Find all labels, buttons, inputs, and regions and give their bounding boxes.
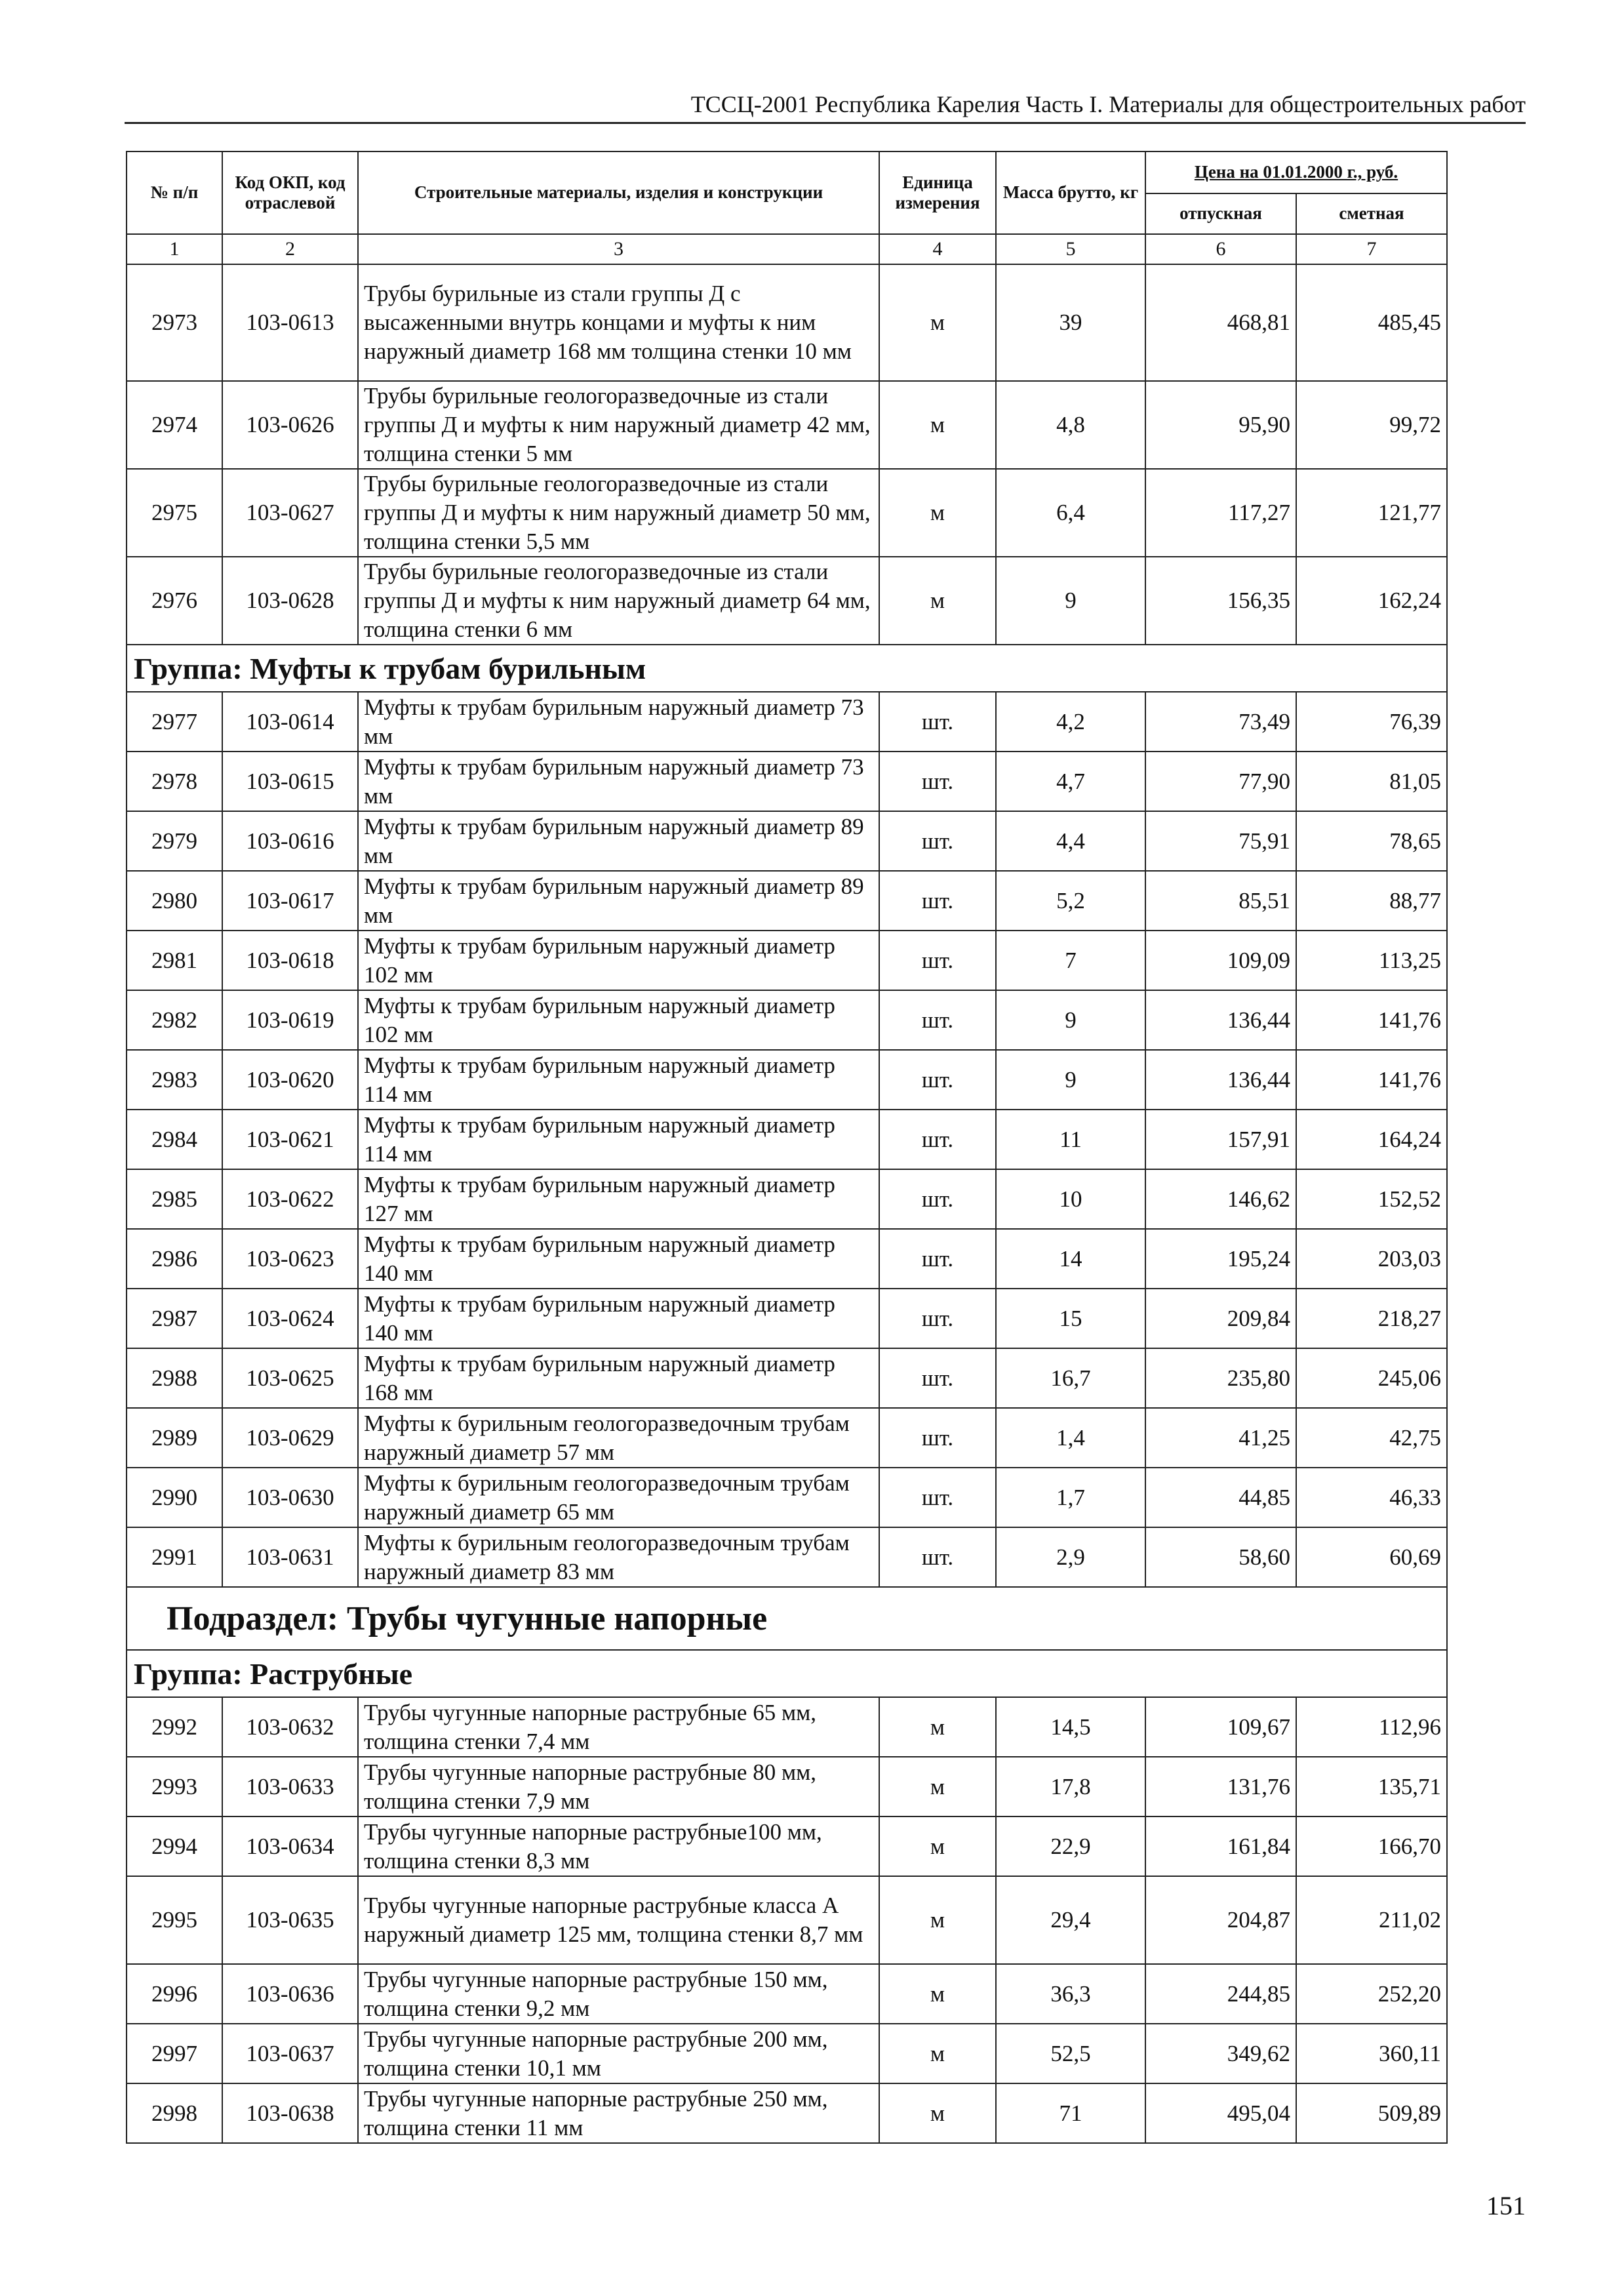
cell-code: 103-0628	[222, 557, 358, 645]
table-row	[127, 990, 1447, 1050]
cell-number: 2998	[127, 2083, 222, 2143]
cell-mass: 7	[996, 931, 1145, 990]
cell-code: 103-0618	[222, 931, 358, 990]
cell-price-release: 146,62	[1145, 1169, 1296, 1229]
cell-price-estimate: 112,96	[1296, 1697, 1447, 1757]
cell-mass: 9	[996, 1050, 1145, 1110]
cell-price-release: 117,27	[1145, 469, 1296, 557]
cell-price-estimate: 113,25	[1296, 931, 1447, 990]
cell-mass: 14	[996, 1229, 1145, 1289]
cell-unit: м	[879, 1876, 996, 1964]
subsection-heading: Подраздел: Трубы чугунные напорные	[127, 1587, 1447, 1650]
cell-mass: 16,7	[996, 1348, 1145, 1408]
cell-mass: 14,5	[996, 1697, 1145, 1757]
cell-number: 2982	[127, 990, 222, 1050]
cell-price-estimate: 42,75	[1296, 1408, 1447, 1468]
cell-mass: 9	[996, 990, 1145, 1050]
group-heading: Группа: Муфты к трубам бурильным	[127, 645, 1447, 692]
cell-number: 2976	[127, 557, 222, 645]
cell-description: Муфты к бурильным геологоразведочным трубам наружный диаметр 57 мм	[358, 1408, 879, 1468]
table-row	[127, 1229, 1447, 1289]
cell-number: 2986	[127, 1229, 222, 1289]
cell-mass: 4,8	[996, 381, 1145, 469]
cell-number: 2988	[127, 1348, 222, 1408]
cell-description: Муфты к трубам бурильным наружный диаметр 114 мм	[358, 1110, 879, 1169]
cell-description: Муфты к трубам бурильным наружный диаметр 89 мм	[358, 811, 879, 871]
col-header-mass: Масса брутто, кг	[996, 151, 1145, 234]
col-header-unit: Единица измерения	[879, 151, 996, 234]
cell-unit: шт.	[879, 1408, 996, 1468]
cell-description: Муфты к трубам бурильным наружный диаметр 127 мм	[358, 1169, 879, 1229]
cell-mass: 71	[996, 2083, 1145, 2143]
cell-price-release: 235,80	[1145, 1348, 1296, 1408]
cell-price-release: 44,85	[1145, 1468, 1296, 1527]
cell-price-release: 349,62	[1145, 2024, 1296, 2083]
cell-description: Муфты к бурильным геологоразведочным трубам наружный диаметр 83 мм	[358, 1527, 879, 1587]
cell-code: 103-0634	[222, 1816, 358, 1876]
cell-description: Муфты к трубам бурильным наружный диаметр 89 мм	[358, 871, 879, 931]
cell-price-estimate: 164,24	[1296, 1110, 1447, 1169]
cell-description: Трубы бурильные геологоразведочные из стали группы Д и муфты к ним наружный диаметр 50 мм, толщина стенки 5,5 мм	[358, 469, 879, 557]
cell-code: 103-0630	[222, 1468, 358, 1527]
cell-mass: 9	[996, 557, 1145, 645]
table-row	[127, 931, 1447, 990]
cell-description: Муфты к трубам бурильным наружный диаметр 73 мм	[358, 692, 879, 752]
cell-mass: 4,7	[996, 752, 1145, 811]
table-row	[127, 1816, 1447, 1876]
cell-code: 103-0637	[222, 2024, 358, 2083]
cell-mass: 11	[996, 1110, 1145, 1169]
table-row	[127, 1757, 1447, 1816]
cell-mass: 39	[996, 264, 1145, 381]
cell-number: 2974	[127, 381, 222, 469]
table-row	[127, 264, 1447, 381]
table-row	[127, 1408, 1447, 1468]
cell-price-estimate: 218,27	[1296, 1289, 1447, 1348]
cell-code: 103-0638	[222, 2083, 358, 2143]
cell-number: 2978	[127, 752, 222, 811]
cell-description: Трубы чугунные напорные раструбные100 мм, толщина стенки 8,3 мм	[358, 1816, 879, 1876]
cell-description: Трубы чугунные напорные раструбные 200 мм, толщина стенки 10,1 мм	[358, 2024, 879, 2083]
cell-number: 2995	[127, 1876, 222, 1964]
cell-code: 103-0616	[222, 811, 358, 871]
cell-number: 2985	[127, 1169, 222, 1229]
cell-unit: шт.	[879, 1050, 996, 1110]
cell-code: 103-0627	[222, 469, 358, 557]
cell-number: 2991	[127, 1527, 222, 1587]
table-row	[127, 1964, 1447, 2024]
cell-code: 103-0632	[222, 1697, 358, 1757]
cell-price-release: 161,84	[1145, 1816, 1296, 1876]
cell-price-estimate: 99,72	[1296, 381, 1447, 469]
cell-unit: шт.	[879, 1348, 996, 1408]
cell-mass: 1,4	[996, 1408, 1145, 1468]
table-row	[127, 1169, 1447, 1229]
cell-description: Муфты к трубам бурильным наружный диаметр 168 мм	[358, 1348, 879, 1408]
cell-mass: 6,4	[996, 469, 1145, 557]
cell-unit: м	[879, 2024, 996, 2083]
cell-price-release: 58,60	[1145, 1527, 1296, 1587]
cell-number: 2993	[127, 1757, 222, 1816]
col-number: 2	[222, 234, 358, 264]
table-row	[127, 1050, 1447, 1110]
cell-price-estimate: 252,20	[1296, 1964, 1447, 2024]
cell-unit: м	[879, 1697, 996, 1757]
cell-number: 2996	[127, 1964, 222, 2024]
cell-code: 103-0636	[222, 1964, 358, 2024]
cell-number: 2987	[127, 1289, 222, 1348]
table-row	[127, 1468, 1447, 1527]
table-row	[127, 381, 1447, 469]
subsection-heading-row	[127, 1587, 1447, 1650]
col-number: 6	[1145, 234, 1296, 264]
cell-price-estimate: 360,11	[1296, 2024, 1447, 2083]
cell-description: Муфты к бурильным геологоразведочным трубам наружный диаметр 65 мм	[358, 1468, 879, 1527]
cell-mass: 1,7	[996, 1468, 1145, 1527]
col-number: 1	[127, 234, 222, 264]
cell-code: 103-0617	[222, 871, 358, 931]
cell-price-estimate: 81,05	[1296, 752, 1447, 811]
cell-unit: м	[879, 557, 996, 645]
cell-code: 103-0620	[222, 1050, 358, 1110]
cell-unit: шт.	[879, 1169, 996, 1229]
cell-code: 103-0615	[222, 752, 358, 811]
cell-mass: 5,2	[996, 871, 1145, 931]
cell-number: 2989	[127, 1408, 222, 1468]
cell-unit: м	[879, 2083, 996, 2143]
col-number: 4	[879, 234, 996, 264]
cell-mass: 52,5	[996, 2024, 1145, 2083]
cell-code: 103-0622	[222, 1169, 358, 1229]
cell-description: Трубы бурильные из стали группы Д с высаженными внутрь концами и муфты к ним наружный диаметр 168 мм толщина стенки 10 мм	[358, 264, 879, 381]
cell-price-release: 195,24	[1145, 1229, 1296, 1289]
cell-price-release: 244,85	[1145, 1964, 1296, 2024]
cell-number: 2980	[127, 871, 222, 931]
cell-number: 2994	[127, 1816, 222, 1876]
cell-code: 103-0613	[222, 264, 358, 381]
cell-code: 103-0619	[222, 990, 358, 1050]
cell-unit: шт.	[879, 1229, 996, 1289]
cell-number: 2981	[127, 931, 222, 990]
cell-code: 103-0623	[222, 1229, 358, 1289]
cell-price-estimate: 60,69	[1296, 1527, 1447, 1587]
table-row	[127, 469, 1447, 557]
cell-number: 2973	[127, 264, 222, 381]
col-number: 3	[358, 234, 879, 264]
cell-price-estimate: 76,39	[1296, 692, 1447, 752]
cell-price-release: 495,04	[1145, 2083, 1296, 2143]
table-row	[127, 2083, 1447, 2143]
cell-description: Муфты к трубам бурильным наружный диаметр 140 мм	[358, 1289, 879, 1348]
cell-unit: шт.	[879, 1110, 996, 1169]
cell-number: 2984	[127, 1110, 222, 1169]
cell-unit: шт.	[879, 811, 996, 871]
table-row	[127, 1697, 1447, 1757]
cell-price-release: 157,91	[1145, 1110, 1296, 1169]
table-row	[127, 2024, 1447, 2083]
cell-unit: шт.	[879, 931, 996, 990]
table-row	[127, 557, 1447, 645]
cell-price-release: 95,90	[1145, 381, 1296, 469]
cell-price-estimate: 141,76	[1296, 990, 1447, 1050]
cell-mass: 2,9	[996, 1527, 1145, 1587]
table-row	[127, 1876, 1447, 1964]
cell-description: Муфты к трубам бурильным наружный диаметр 114 мм	[358, 1050, 879, 1110]
cell-price-release: 136,44	[1145, 990, 1296, 1050]
table-row	[127, 692, 1447, 752]
cell-description: Трубы чугунные напорные раструбные 150 мм, толщина стенки 9,2 мм	[358, 1964, 879, 2024]
group-heading-row	[127, 645, 1447, 692]
cell-price-estimate: 46,33	[1296, 1468, 1447, 1527]
cell-price-estimate: 211,02	[1296, 1876, 1447, 1964]
cell-price-estimate: 135,71	[1296, 1757, 1447, 1816]
header-rule	[125, 122, 1526, 124]
cell-price-release: 131,76	[1145, 1757, 1296, 1816]
page-header-title: ТССЦ-2001 Республика Карелия Часть I. Материалы для общестроительных работ	[690, 91, 1526, 117]
cell-unit: м	[879, 381, 996, 469]
col-header-price-release: отпускная	[1145, 193, 1296, 234]
cell-unit: м	[879, 1816, 996, 1876]
cell-description: Муфты к трубам бурильным наружный диаметр 102 мм	[358, 931, 879, 990]
table-row	[127, 1289, 1447, 1348]
cell-number: 2990	[127, 1468, 222, 1527]
cell-unit: м	[879, 469, 996, 557]
cell-unit: шт.	[879, 1289, 996, 1348]
cell-price-estimate: 121,77	[1296, 469, 1447, 557]
cell-mass: 4,4	[996, 811, 1145, 871]
cell-price-release: 109,67	[1145, 1697, 1296, 1757]
cell-number: 2997	[127, 2024, 222, 2083]
cell-mass: 36,3	[996, 1964, 1145, 2024]
cell-price-release: 136,44	[1145, 1050, 1296, 1110]
cell-mass: 10	[996, 1169, 1145, 1229]
cell-code: 103-0631	[222, 1527, 358, 1587]
table-row	[127, 1348, 1447, 1408]
cell-description: Муфты к трубам бурильным наружный диаметр 140 мм	[358, 1229, 879, 1289]
cell-price-release: 156,35	[1145, 557, 1296, 645]
cell-unit: шт.	[879, 692, 996, 752]
cell-unit: м	[879, 264, 996, 381]
cell-price-estimate: 203,03	[1296, 1229, 1447, 1289]
cell-price-estimate: 141,76	[1296, 1050, 1447, 1110]
cell-description: Трубы чугунные напорные раструбные 250 мм, толщина стенки 11 мм	[358, 2083, 879, 2143]
col-header-code: Код ОКП, код отраслевой	[222, 151, 358, 234]
col-header-num: № п/п	[127, 151, 222, 234]
cell-price-estimate: 152,52	[1296, 1169, 1447, 1229]
cell-price-release: 109,09	[1145, 931, 1296, 990]
cell-code: 103-0633	[222, 1757, 358, 1816]
cell-price-release: 75,91	[1145, 811, 1296, 871]
cell-price-estimate: 88,77	[1296, 871, 1447, 931]
cell-unit: шт.	[879, 990, 996, 1050]
table-row	[127, 1527, 1447, 1587]
cell-price-estimate: 245,06	[1296, 1348, 1447, 1408]
col-header-name: Строительные материалы, изделия и конструкции	[358, 151, 879, 234]
cell-price-release: 41,25	[1145, 1408, 1296, 1468]
cell-price-release: 85,51	[1145, 871, 1296, 931]
cell-number: 2992	[127, 1697, 222, 1757]
cell-price-estimate: 162,24	[1296, 557, 1447, 645]
cell-number: 2977	[127, 692, 222, 752]
table-row	[127, 1110, 1447, 1169]
cell-mass: 29,4	[996, 1876, 1145, 1964]
materials-table	[126, 151, 1448, 2144]
cell-code: 103-0614	[222, 692, 358, 752]
cell-mass: 4,2	[996, 692, 1145, 752]
cell-description: Трубы бурильные геологоразведочные из стали группы Д и муфты к ним наружный диаметр 42 мм, толщина стенки 5 мм	[358, 381, 879, 469]
table-header	[127, 151, 1447, 264]
cell-code: 103-0626	[222, 381, 358, 469]
cell-code: 103-0629	[222, 1408, 358, 1468]
cell-mass: 22,9	[996, 1816, 1145, 1876]
table-row	[127, 811, 1447, 871]
table-body	[127, 264, 1447, 2143]
cell-code: 103-0625	[222, 1348, 358, 1408]
cell-description: Трубы чугунные напорные раструбные класса А наружный диаметр 125 мм, толщина стенки 8,7 мм	[358, 1876, 879, 1964]
cell-unit: м	[879, 1964, 996, 2024]
cell-price-estimate: 166,70	[1296, 1816, 1447, 1876]
table-row	[127, 871, 1447, 931]
cell-code: 103-0624	[222, 1289, 358, 1348]
cell-unit: шт.	[879, 1527, 996, 1587]
cell-unit: м	[879, 1757, 996, 1816]
cell-price-release: 77,90	[1145, 752, 1296, 811]
cell-mass: 17,8	[996, 1757, 1145, 1816]
col-header-price-group: Цена на 01.01.2000 г., руб.	[1145, 151, 1447, 193]
cell-unit: шт.	[879, 871, 996, 931]
cell-unit: шт.	[879, 1468, 996, 1527]
cell-number: 2975	[127, 469, 222, 557]
col-header-price-estimate: сметная	[1296, 193, 1447, 234]
cell-description: Муфты к трубам бурильным наружный диаметр 102 мм	[358, 990, 879, 1050]
cell-price-estimate: 78,65	[1296, 811, 1447, 871]
col-number: 7	[1296, 234, 1447, 264]
group-heading: Группа: Раструбные	[127, 1650, 1447, 1697]
table-row	[127, 752, 1447, 811]
cell-description: Трубы чугунные напорные раструбные 80 мм, толщина стенки 7,9 мм	[358, 1757, 879, 1816]
cell-price-release: 204,87	[1145, 1876, 1296, 1964]
page-number: 151	[1486, 2191, 1526, 2220]
cell-price-release: 209,84	[1145, 1289, 1296, 1348]
col-number: 5	[996, 234, 1145, 264]
cell-mass: 15	[996, 1289, 1145, 1348]
cell-code: 103-0621	[222, 1110, 358, 1169]
cell-description: Трубы чугунные напорные раструбные 65 мм, толщина стенки 7,4 мм	[358, 1697, 879, 1757]
column-numbers-row	[127, 234, 1447, 264]
cell-number: 2983	[127, 1050, 222, 1110]
cell-price-release: 73,49	[1145, 692, 1296, 752]
cell-price-release: 468,81	[1145, 264, 1296, 381]
cell-unit: шт.	[879, 752, 996, 811]
cell-price-estimate: 509,89	[1296, 2083, 1447, 2143]
group-heading-row	[127, 1650, 1447, 1697]
cell-price-estimate: 485,45	[1296, 264, 1447, 381]
cell-number: 2979	[127, 811, 222, 871]
cell-code: 103-0635	[222, 1876, 358, 1964]
cell-description: Трубы бурильные геологоразведочные из стали группы Д и муфты к ним наружный диаметр 64 мм, толщина стенки 6 мм	[358, 557, 879, 645]
cell-description: Муфты к трубам бурильным наружный диаметр 73 мм	[358, 752, 879, 811]
